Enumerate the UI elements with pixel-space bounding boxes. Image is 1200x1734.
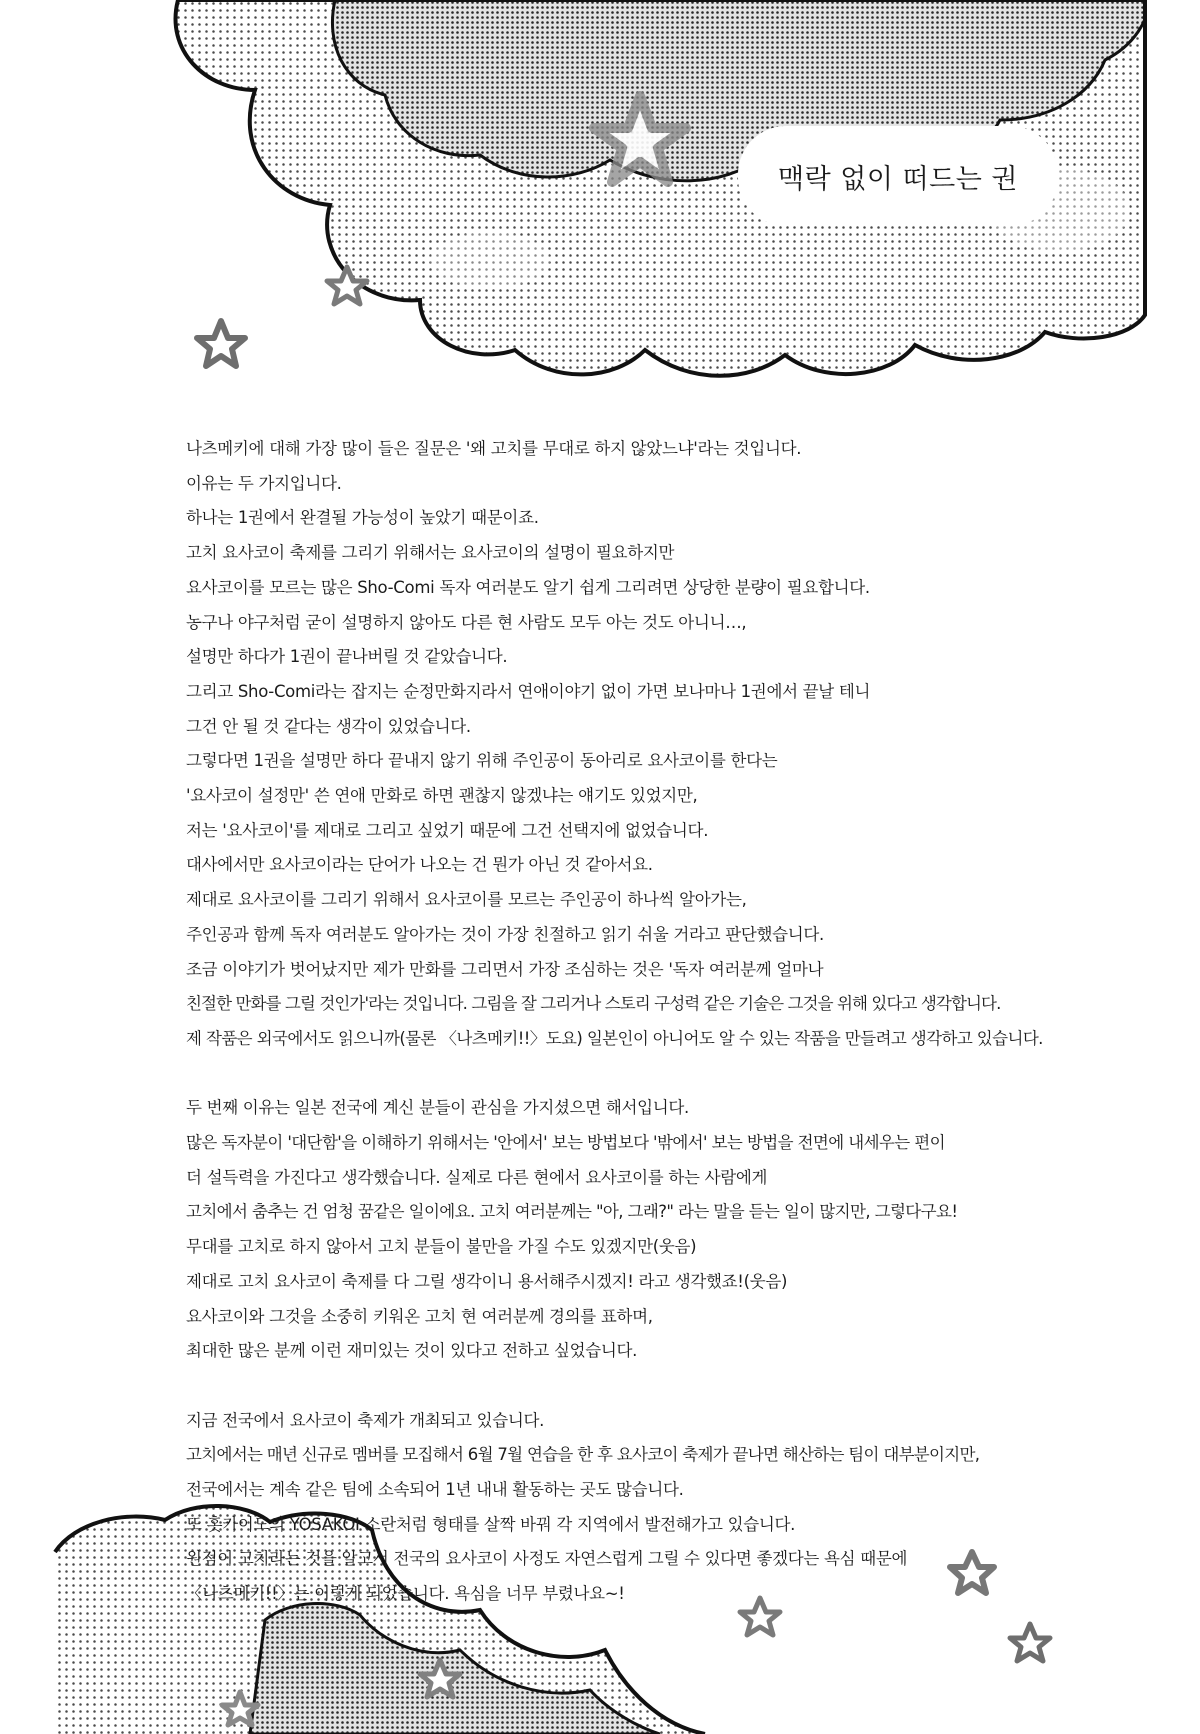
text-line: 그렇다면 1권을 설명만 하다 끝내지 않기 위해 주인공이 동아리로 요사코이를 한다는: [186, 751, 778, 771]
text-line: 이유는 두 가지입니다.: [186, 473, 342, 493]
text-line: 요사코이와 그것을 소중히 키워온 고치 현 여러분께 경의를 표하며,: [186, 1306, 653, 1326]
text-line: 전국에서는 계속 같은 팀에 소속되어 1년 내내 활동하는 곳도 많습니다.: [186, 1480, 684, 1500]
text-line: 저는 '요사코이'를 제대로 그리고 싶었기 때문에 그건 선택지에 없었습니다.: [186, 820, 709, 840]
text-line: 조금 이야기가 벗어났지만 제가 만화를 그리면서 가장 조심하는 것은 '독자 여러분께 얼마나: [186, 959, 824, 979]
text-line: 그리고 Sho-Comi라는 잡지는 순정만화지라서 연애이야기 없이 가면 보나마나 1권에서 끝날 테니: [186, 681, 871, 701]
text-line: 고치에서는 매년 신규로 멤버를 모집해서 6월 7월 연습을 한 후 요사코이 축제가 끝나면 해산하는 팀이 대부분이지만,: [186, 1445, 980, 1465]
page-title: 맥락 없이 떠드는 권: [778, 163, 1018, 195]
text-line: 제 작품은 외국에서도 읽으니까(물론 〈나츠메키!!〉도요) 일본인이 아니어도 알 수 있는 작품을 만들려고 생각하고 있습니다.: [186, 1028, 1043, 1048]
text-line: 하나는 1권에서 완결될 가능성이 높았기 때문이죠.: [186, 508, 539, 528]
text-line: 많은 독자분이 '대단함'을 이해하기 위해서는 '안에서' 보는 방법보다 '밖에서' 보는 방법을 전면에 내세우는 편이: [186, 1133, 945, 1153]
text-line: 친절한 만화를 그릴 것인가'라는 것입니다. 그림을 잘 그리거나 스토리 구성력 같은 기술은 그것을 위해 있다고 생각합니다.: [186, 994, 1001, 1014]
text-line: 두 번째 이유는 일본 전국에 계신 분들이 관심을 가지셨으면 해서입니다.: [186, 1098, 689, 1118]
text-line: 고치 요사코이 축제를 그리기 위해서는 요사코이의 설명이 필요하지만: [186, 543, 675, 563]
text-line: 또 홋카이도의 YOSAKOI 소란처럼 형태를 살짝 바꿔 각 지역에서 발전해가고 있습니다.: [186, 1514, 796, 1534]
text-line: 설명만 하다가 1권이 끝나버릴 것 같았습니다.: [186, 647, 508, 667]
paragraph: [186, 1404, 1086, 1612]
text-line: 고치에서 춤추는 건 엄청 꿈같은 일이에요. 고치 여러분께는 "아, 그래?" 라는 말을 듣는 일이 많지만, 그렇다구요!: [186, 1202, 958, 1222]
text-line: 농구나 야구처럼 굳이 설명하지 않아도 다른 현 사람도 모두 아는 것도 아니니…,: [186, 612, 747, 632]
star-decoration: [197, 267, 367, 366]
text-line: 제대로 고치 요사코이 축제를 다 그릴 생각이니 용서해주시겠지! 라고 생각했죠!(웃음): [186, 1271, 788, 1291]
text-line: 제대로 요사코이를 그리기 위해서 요사코이를 모르는 주인공이 하나씩 알아가는,: [186, 890, 747, 910]
article-body: [186, 432, 1086, 1612]
text-line: 〈나츠메키!!〉는 이렇게 되었습니다. 욕심을 너무 부렸나요~!: [186, 1584, 625, 1604]
text-line: 지금 전국에서 요사코이 축제가 개최되고 있습니다.: [186, 1410, 545, 1430]
paragraph: [186, 1091, 1086, 1369]
text-line: '요사코이 설정만' 쓴 연애 만화로 하면 괜찮지 않겠냐는 얘기도 있었지만,: [186, 786, 698, 806]
text-line: 요사코이를 모르는 많은 Sho-Comi 독자 여러분도 알기 쉽게 그리려면 상당한 분량이 필요합니다.: [186, 577, 870, 597]
text-line: 원점이 고치라는 것을 알고서 전국의 요사코이 사정도 자연스럽게 그릴 수 있다면 좋겠다는 욕심 때문에: [186, 1549, 908, 1569]
text-line: 무대를 고치로 하지 않아서 고치 분들이 불만을 가질 수도 있겠지만(웃음): [186, 1237, 697, 1257]
paragraph: [186, 432, 1086, 1057]
text-line: 나츠메키에 대해 가장 많이 들은 질문은 '왜 고치를 무대로 하지 않았느냐'라는 것입니다.: [186, 439, 802, 458]
text-line: 더 설득력을 가진다고 생각했습니다. 실제로 다른 현에서 요사코이를 하는 사람에게: [186, 1167, 768, 1187]
text-line: 대사에서만 요사코이라는 단어가 나오는 건 뭔가 아닌 것 같아서요.: [186, 855, 653, 875]
text-line: 그건 안 될 것 같다는 생각이 있었습니다.: [186, 716, 471, 736]
text-line: 주인공과 함께 독자 여러분도 알아가는 것이 가장 친절하고 읽기 쉬울 거라고 판단했습니다.: [186, 924, 824, 944]
text-line: 최대한 많은 분께 이런 재미있는 것이 있다고 전하고 싶었습니다.: [186, 1341, 638, 1361]
